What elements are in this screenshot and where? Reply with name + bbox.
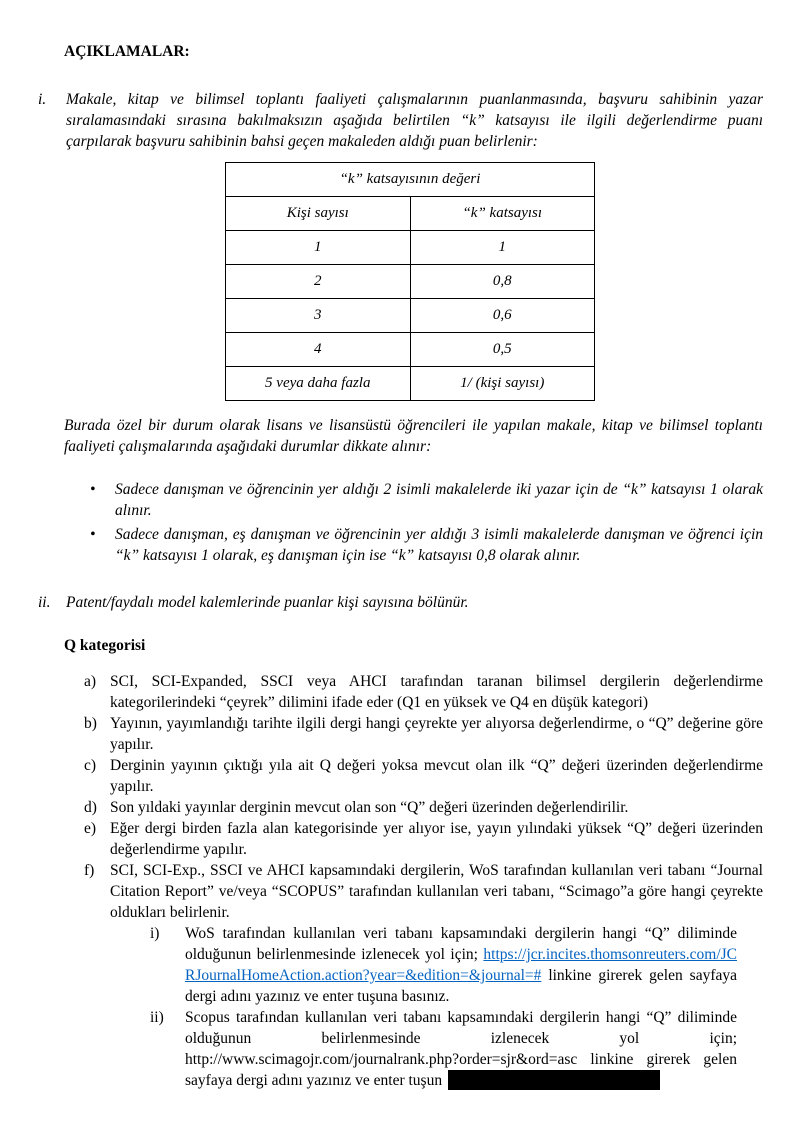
table-row <box>226 231 595 265</box>
q-item-d <box>84 797 763 818</box>
q-item-text: Son yıldaki yayınlar derginin mevcut olan son “Q” değeri üzerinden değerlendirilir. <box>110 799 629 816</box>
table-header-row <box>226 197 595 231</box>
bullet-item <box>90 479 763 521</box>
numbered-item-i <box>38 89 763 152</box>
bullet-marker: • <box>90 526 96 543</box>
sub-item-i-text <box>185 923 737 1007</box>
q-category-list <box>84 671 763 1091</box>
jcr-url-link[interactable]: https://jcr.incites.thomsonreuters.com/JCRJournalHomeAction.action?year=&edition=&journal=# <box>185 946 737 984</box>
bullet-text: Sadece danışman, eş danışman ve öğrencinin yer aldığı 3 isimli makalelerde danışman ve öğrenci için “k” katsayısı 1 olarak, eş danışman için ise “k” katsayısı 0,8 olarak alınır. <box>115 526 763 564</box>
q-item-text: Derginin yayının çıktığı yıla ait Q değeri yoksa mevcut olan ilk “Q” değeri üzerinden değerlendirme yapılır. <box>110 757 763 795</box>
table-caption-row <box>226 163 595 197</box>
sub-item-marker: ii) <box>150 1009 164 1026</box>
table-cell: 2 <box>226 265 411 299</box>
q-item-marker: a) <box>84 673 97 690</box>
q-item-text: SCI, SCI-Expanded, SSCI veya AHCI tarafından taranan bilimsel dergilerin değerlendirme kategorilerindeki “çeyrek” dilimini ifade eder (Q1 en yüksek ve Q4 en düşük kategori) <box>110 673 763 711</box>
item-ii-marker: ii. <box>38 594 51 611</box>
table-row <box>226 367 595 401</box>
bullet-list <box>90 479 763 566</box>
bullet-text: Sadece danışman ve öğrencinin yer aldığı 2 isimli makalelerde iki yazar için de “k” katsayısı 1 olarak alınır. <box>115 481 763 519</box>
numbered-item-ii <box>38 592 763 613</box>
black-cutoff-bar <box>448 1070 660 1090</box>
q-item-marker: e) <box>84 820 97 837</box>
table-row <box>226 333 595 367</box>
q-item-f <box>84 860 763 923</box>
item-i-text: Makale, kitap ve bilimsel toplantı faaliyeti çalışmalarının puanlanmasında, başvuru sahibinin yazar sıralamasındaki sırasına bakılmaksızın aşağıda belirtilen “k” katsayısı ile ilgili değerlendirme puanı çarpılarak başvuru sahibinin bahsi geçen makaleden aldığı puan belirlenir: <box>66 91 763 150</box>
sub-item-ii-text <box>185 1007 737 1091</box>
table-cell: 1 <box>226 231 411 265</box>
q-item-marker: b) <box>84 715 97 732</box>
q-item-c <box>84 755 763 797</box>
table-cell: 5 veya daha fazla <box>226 367 411 401</box>
table-caption: “k” katsayısının değeri <box>226 163 595 197</box>
q-item-e <box>84 818 763 860</box>
q-sub-list <box>150 923 763 1091</box>
q-item-marker: d) <box>84 799 97 816</box>
bullet-marker: • <box>90 481 96 498</box>
sub-item-i <box>150 923 737 1007</box>
table-header-cell: “k” katsayısı <box>410 197 595 231</box>
item-ii-text: Patent/faydalı model kalemlerinde puanlar kişi sayısına bölünür. <box>66 594 469 611</box>
sub-item-ii-body: Scopus tarafından kullanılan veri tabanı kapsamındaki dergilerin hangi “Q” diliminde olduğunun belirlenmesinde izlenecek yol için; http://www.scimagojr.com/journalrank.php?order=sjr&ord=asc linkine girerek gelen sayfaya dergi adını yazınız ve enter tuşun <box>185 1009 737 1089</box>
table-cell: 0,6 <box>410 299 595 333</box>
sub-item-marker: i) <box>150 925 160 942</box>
table-row <box>226 265 595 299</box>
table-header-cell: Kişi sayısı <box>226 197 411 231</box>
table-cell: 3 <box>226 299 411 333</box>
sub-item-ii <box>150 1007 737 1091</box>
q-item-text: Eğer dergi birden fazla alan kategorisinde yer alıyor ise, yayın yılındaki yüksek “Q” değeri üzerinden değerlendirme yapılır. <box>110 820 763 858</box>
table-cell: 0,8 <box>410 265 595 299</box>
sub-item-i-text-before: WoS tarafından kullanılan veri tabanı kapsamındaki dergilerin hangi “Q” diliminde olduğunun belirlenmesinde izlenecek yol için; <box>185 925 737 963</box>
doc-title: AÇIKLAMALAR: <box>64 43 190 60</box>
q-item-text: SCI, SCI-Exp., SSCI ve AHCI kapsamındaki dergilerin, WoS tarafından kullanılan veri tabanı “Journal Citation Report” ve/veya “SCOPUS” tarafından kullanılan veri tabanı, “Scimago”a göre hangi çeyrekte oldukları belirlenir. <box>110 862 763 921</box>
table-cell: 4 <box>226 333 411 367</box>
special-note-paragraph: Burada özel bir durum olarak lisans ve lisansüstü öğrencileri ile yapılan makale, kitap ve bilimsel toplantı faaliyeti çalışmalarında aşağıdaki durumlar dikkate alınır: <box>64 417 763 455</box>
table-row <box>226 299 595 333</box>
q-category-heading: Q kategorisi <box>64 637 146 654</box>
table-cell: 1 <box>410 231 595 265</box>
q-item-marker: c) <box>84 757 97 774</box>
table-cell: 0,5 <box>410 333 595 367</box>
q-item-b <box>84 713 763 755</box>
k-coefficient-table <box>225 162 595 401</box>
q-item-a <box>84 671 763 713</box>
bullet-item <box>90 524 763 566</box>
table-cell: 1/ (kişi sayısı) <box>410 367 595 401</box>
item-i-marker: i. <box>38 91 47 108</box>
q-item-marker: f) <box>84 862 95 879</box>
sub-item-i-text-after: linkine girerek gelen sayfaya dergi adını yazınız ve enter tuşuna basınız. <box>185 967 737 1005</box>
q-item-text: Yayının, yayımlandığı tarihte ilgili dergi hangi çeyrekte yer alıyorsa değerlendirme, o “Q” değerine göre yapılır. <box>110 715 763 753</box>
